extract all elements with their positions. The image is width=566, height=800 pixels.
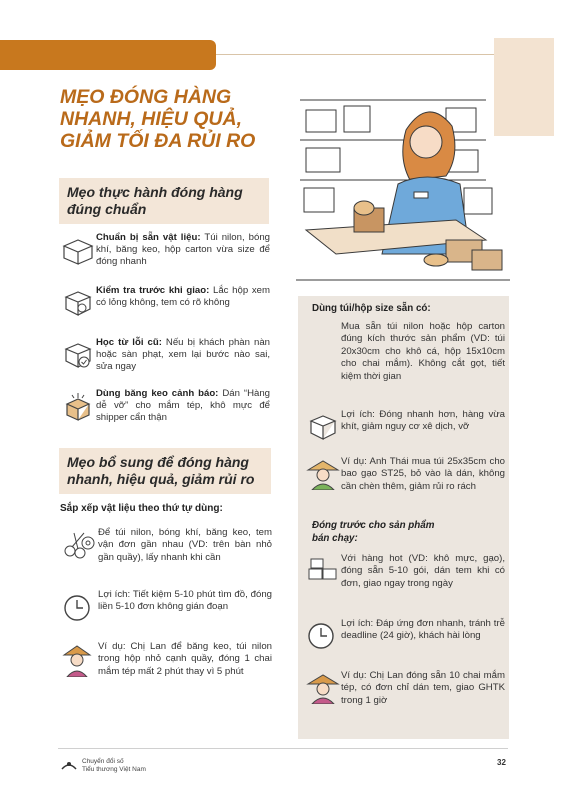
list-item: Để túi nilon, bóng khí, băng keo, tem vận đơn gần nhau (VD: trên bàn nhỏ gần quầy), lấy nhanh khi cần — [60, 527, 272, 564]
woman-avatar-icon — [60, 643, 98, 677]
clock-icon — [60, 591, 98, 625]
clock-icon — [305, 620, 341, 652]
section1-heading: Mẹo thực hành đóng hàng đúng chuẩn — [59, 178, 269, 224]
box-search-icon — [60, 289, 96, 319]
section2-sublabel: Sắp xếp vật liệu theo thứ tự dùng: — [60, 503, 223, 514]
list-item: Lợi ích: Đóng nhanh hơn, hàng vừa khít, giảm nguy cơ xê dịch, vỡ — [305, 409, 505, 443]
footer-logo: Chuyển đổi số Tiểu thương Việt Nam — [60, 758, 146, 774]
list-item: Mua sẵn túi nilon hoặc hộp carton đúng kích thước sản phẩm (VD: túi 20x30cm cho khô cá, hộp 15x10cm cho chai mắm). Không cắt gọt, tiết kiệm thời gian — [341, 321, 505, 382]
list-item: Ví dụ: Anh Thái mua túi 25x35cm cho bao gạo ST25, bỏ vào là dán, không cần chèn thêm, giảm rủi ro rách — [305, 456, 505, 493]
section2-heading: Mẹo bổ sung để đóng hàng nhanh, hiệu quả, giảm rủi ro — [59, 448, 271, 494]
right-heading-2: Đóng trước cho sản phẩm bán chạy: — [312, 520, 435, 544]
woman-avatar-icon — [305, 672, 341, 704]
stacked-boxes-icon — [305, 555, 341, 587]
scissors-tape-icon — [60, 529, 98, 563]
right-heading-1: Dùng túi/hộp size sẵn có: — [312, 303, 431, 314]
packing-woman-illustration — [296, 80, 510, 286]
fragile-box-icon — [60, 392, 96, 422]
box-package-icon — [60, 236, 96, 266]
list-item: Lợi ích: Đáp ứng đơn nhanh, tránh trễ deadline (24 giờ), khách hài lòng — [305, 618, 505, 652]
list-item: Lợi ích: Tiết kiệm 5-10 phút tìm đồ, đóng liền 5-10 đơn không gián đoạn — [60, 589, 272, 625]
page-number: 32 — [497, 758, 506, 767]
footer-rule — [58, 748, 508, 749]
tip-item: Học từ lỗi cũ: Nếu bị khách phàn nàn hoặc sàn phạt, xem lại bước nào sai, sửa ngay — [60, 337, 270, 374]
list-item: Ví dụ: Chị Lan để băng keo, túi nilon trong hộp nhỏ cạnh quầy, đóng 1 chai mắm tép mất 2 phút thay vì 5 phút — [60, 641, 272, 678]
tip-item: Chuẩn bị sẵn vật liệu: Túi nilon, bóng khí, băng keo, hộp carton vừa size để đóng nhanh — [60, 232, 270, 269]
farmer-avatar-icon — [305, 458, 341, 490]
list-item: Với hàng hot (VD: khô mực, gạo), đóng sẵn 5-10 gói, dán tem khi có đơn, giao ngay trong ngày — [305, 553, 505, 590]
logo-icon — [60, 759, 78, 773]
page-title: MẸO ĐÓNG HÀNG NHANH, HIỆU QUẢ, GIẢM TỐI ĐA RỦI RO — [60, 86, 256, 152]
tip-item: Dùng băng keo cảnh báo: Dán “Hàng dễ vỡ” cho mắm tép, khô mực để shipper cẩn thận — [60, 388, 270, 425]
list-item: Ví dụ: Chị Lan đóng sẵn 10 chai mắm tép, có đơn chỉ dán tem, giao GHTK trong 1 giờ — [305, 670, 505, 707]
tip-item: Kiểm tra trước khi giao: Lắc hộp xem có lỏng không, tem có rõ không — [60, 285, 270, 319]
box-check-icon — [60, 341, 96, 371]
header-accent-bar — [0, 40, 216, 70]
cube-icon — [305, 411, 341, 443]
